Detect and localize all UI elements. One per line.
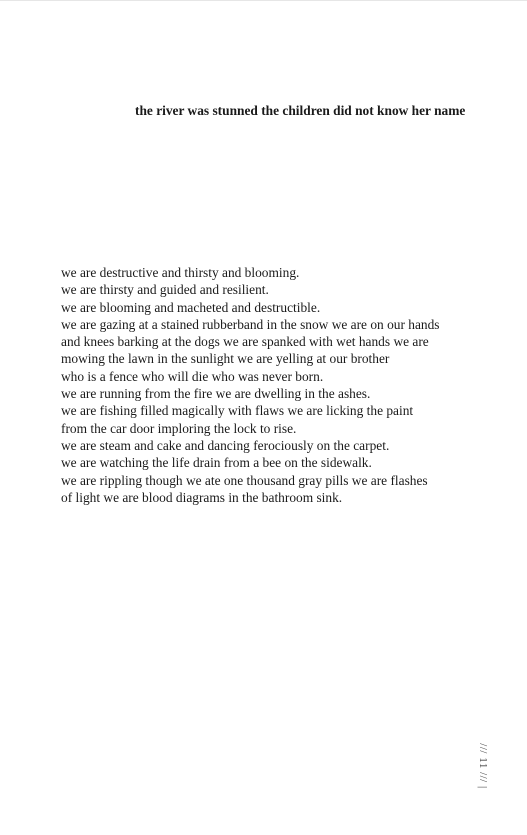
poem-line	[61, 472, 501, 507]
page-number-label: /// 11 /// |	[477, 743, 489, 789]
poem-line-text: we are gazing at a stained rubberband in the snow we are on our hands	[61, 316, 440, 332]
poem-line-continuation: of light we are blood diagrams in the bathroom sink.	[61, 489, 343, 505]
poem-line-continuation: who is a fence who will die who was never born.	[61, 368, 324, 384]
poem-line-continuation: from the car door imploring the lock to rise.	[61, 420, 297, 436]
page-number	[476, 720, 490, 812]
poem-line	[61, 454, 501, 471]
poem-line-text: we are fishing filled magically with flaws we are licking the paint	[61, 403, 414, 419]
poem-line-text: we are watching the life drain from a bee on the sidewalk.	[61, 455, 372, 471]
page-top-edge	[0, 0, 527, 1]
poem-line-text: we are steam and cake and dancing ferociously on the carpet.	[61, 437, 390, 453]
poem-line	[61, 385, 501, 402]
poem-line-continuation: and knees barking at the dogs we are spanked with wet hands we are	[61, 334, 429, 350]
poem-line-text: we are destructive and thirsty and blooming.	[61, 265, 300, 280]
poem-line-text: we are thirsty and guided and resilient.	[61, 282, 269, 298]
poem-line-continuation: mowing the lawn in the sunlight we are yelling at our brother	[61, 351, 390, 367]
poem-line	[61, 437, 501, 454]
poem-title: the river was stunned the children did not know her name	[135, 103, 466, 118]
poem-line	[61, 316, 501, 385]
poem-line	[61, 281, 501, 298]
poem-line-text: we are running from the fire we are dwelling in the ashes.	[61, 386, 371, 402]
poem-body	[61, 264, 501, 506]
poem-line-text: we are blooming and macheted and destructible.	[61, 299, 321, 315]
poem-line-text: we are rippling though we ate one thousand gray pills we are flashes	[61, 472, 428, 488]
poem-line	[61, 402, 501, 437]
poem-line	[61, 299, 501, 316]
poem-line	[61, 264, 501, 281]
